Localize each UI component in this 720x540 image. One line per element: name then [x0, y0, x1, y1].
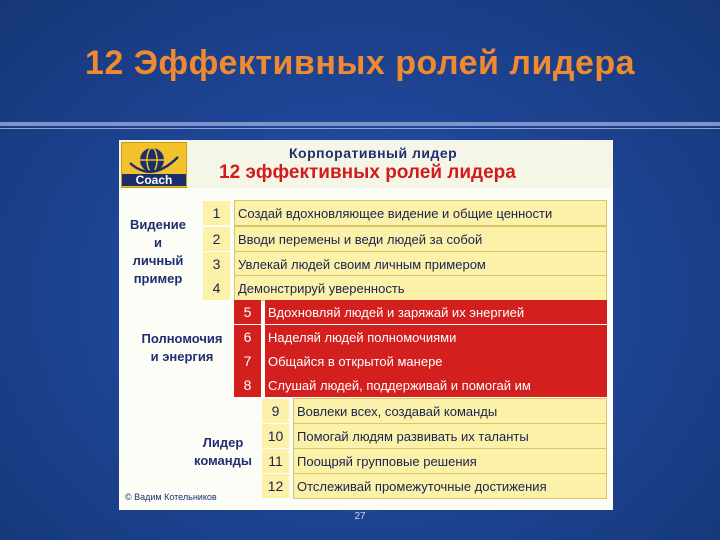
role-text: Демонстрируй уверенность	[234, 275, 607, 301]
role-number: 3	[203, 252, 230, 276]
roles-figure	[119, 140, 613, 510]
role-row	[203, 201, 607, 225]
role-number: 8	[234, 373, 261, 397]
group-label-team: Лидер команды	[194, 435, 252, 468]
role-text: Увлекай людей своим личным примером	[234, 251, 607, 277]
role-row	[262, 424, 607, 448]
role-row	[234, 325, 607, 349]
slide-title: 12 Эффективных ролей лидера	[84, 44, 636, 82]
role-row	[262, 449, 607, 473]
group-label-vision: Видение и личный пример	[130, 217, 186, 286]
title-divider-thin	[0, 128, 720, 129]
role-number: 2	[203, 227, 230, 251]
role-text: Вдохновляй людей и заряжай их энергией	[265, 300, 607, 324]
role-number: 11	[262, 449, 289, 473]
role-number: 10	[262, 424, 289, 448]
role-text: Помогай людям развивать их таланты	[293, 423, 607, 449]
role-row	[203, 276, 607, 300]
copyright-text: © Вадим Котельников	[125, 492, 217, 502]
role-number: 9	[262, 399, 289, 423]
role-number: 7	[234, 349, 261, 373]
role-number: 6	[234, 325, 261, 349]
role-number: 5	[234, 300, 261, 324]
figure-subtitle: Корпоративный лидер	[289, 145, 458, 161]
role-number: 12	[262, 474, 289, 498]
role-row	[262, 399, 607, 423]
figure-heading: 12 эффективных ролей лидера	[219, 162, 516, 183]
role-text: Отслеживай промежуточные достижения	[293, 473, 607, 499]
role-text: Вовлеки всех, создавай команды	[293, 398, 607, 424]
role-text: Общайся в открытой манере	[265, 349, 607, 373]
role-number: 4	[203, 276, 230, 300]
role-row	[234, 300, 607, 324]
role-number: 1	[203, 201, 230, 225]
role-text: Наделяй людей полномочиями	[265, 325, 607, 349]
page-number: 27	[354, 511, 366, 522]
role-text: Вводи перемены и веди людей за собой	[234, 226, 607, 252]
role-row	[203, 252, 607, 276]
group-label-empowerment: Полномочия и энергия	[141, 331, 223, 364]
role-row	[234, 349, 607, 373]
title-divider	[0, 122, 720, 126]
role-row	[262, 474, 607, 498]
role-row	[203, 227, 607, 251]
figure-header	[119, 140, 613, 188]
role-text: Создай вдохновляющее видение и общие ценности	[234, 200, 607, 226]
role-text: Поощряй групповые решения	[293, 448, 607, 474]
logo-text: Coach	[122, 174, 186, 186]
role-text: Слушай людей, поддерживай и помогай им	[265, 373, 607, 397]
role-row	[234, 373, 607, 397]
coach-logo	[121, 142, 187, 188]
